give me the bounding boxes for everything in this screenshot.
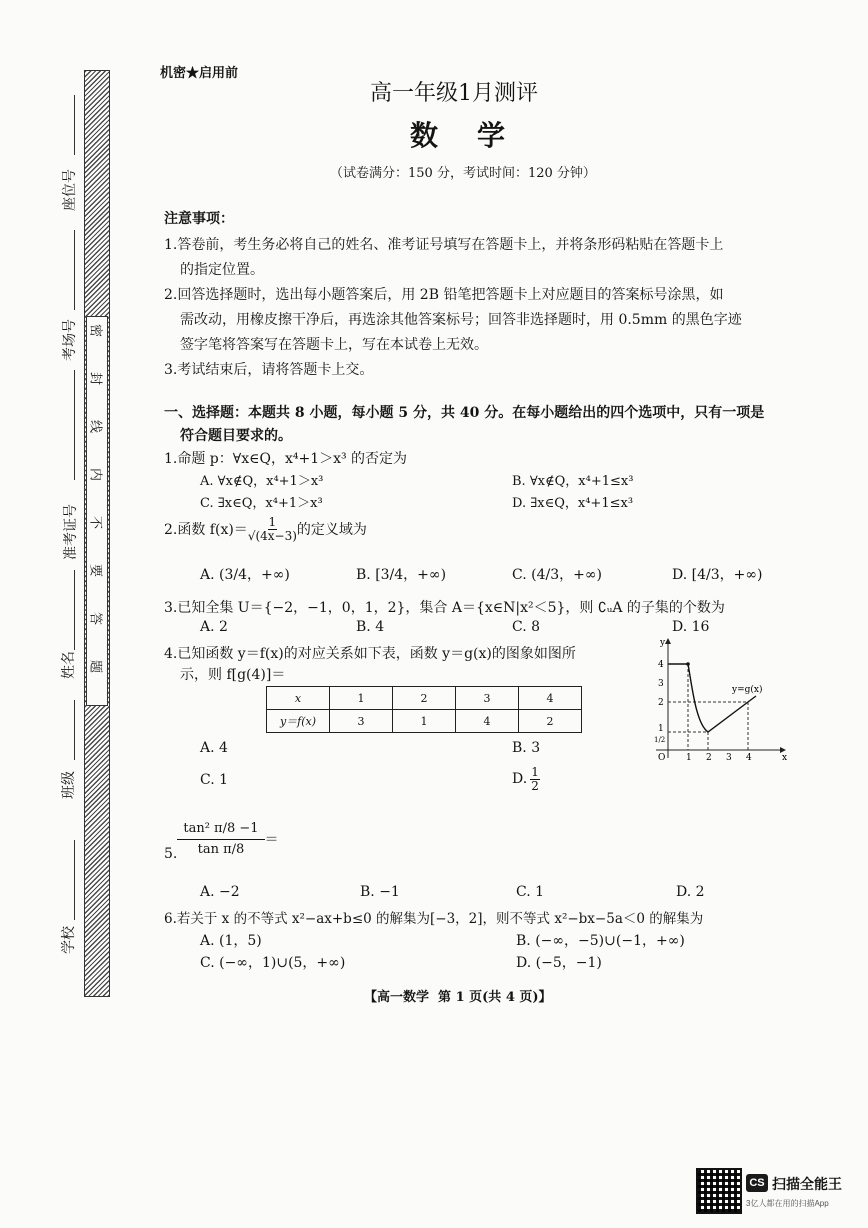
q3-option-c: C. 8 bbox=[512, 619, 541, 635]
notice-heading: 注意事项： bbox=[164, 211, 234, 227]
table-cell: 1 bbox=[393, 710, 456, 733]
seal-char: 内 bbox=[87, 467, 103, 481]
seal-line-box bbox=[86, 316, 108, 706]
subject-title: 数 学 bbox=[410, 119, 505, 152]
y-tick: 4 bbox=[658, 660, 664, 670]
q2-suffix: 的定义域为 bbox=[296, 522, 367, 539]
q1-option-d: D. ∃x∈Q，x⁴+1≤x³ bbox=[512, 496, 634, 511]
q4-graph bbox=[638, 636, 788, 762]
q2-fraction bbox=[248, 516, 297, 542]
exam-room-line bbox=[74, 230, 75, 310]
seal-char: 密 bbox=[87, 323, 103, 337]
watermark-tagline: 3亿人都在用的扫描App bbox=[746, 1199, 829, 1208]
q2-prefix: 2.函数 f(x)＝ bbox=[164, 522, 248, 539]
class-line bbox=[74, 700, 75, 760]
q5-stem bbox=[164, 816, 279, 862]
name-line bbox=[74, 570, 75, 650]
q6-option-c: C. (−∞，1)∪(5，+∞) bbox=[200, 955, 346, 971]
section1-line2: 符合题目要求的。 bbox=[180, 428, 292, 444]
q2-numerator: 1 bbox=[268, 515, 277, 529]
q4-option-d-den: 2 bbox=[531, 778, 539, 793]
q2-option-d: D. [4/3，+∞) bbox=[672, 567, 763, 583]
cs-logo-icon: CS bbox=[746, 1174, 768, 1192]
table-cell: 4 bbox=[456, 710, 519, 733]
seal-char: 不 bbox=[87, 515, 103, 529]
table-cell: 4 bbox=[519, 687, 582, 710]
q4-option-d-num: 1 bbox=[531, 765, 539, 779]
q6-stem: 6.若关于 x 的不等式 x²−ax+b≤0 的解集为[−3，2]，则不等式 x²−bx−5a＜0 的解集为 bbox=[164, 911, 704, 927]
seal-char: 要 bbox=[87, 563, 103, 577]
page-footer: 【高一数学 第 1 页(共 4 页)】 bbox=[364, 990, 552, 1005]
q4-option-d-prefix: D. bbox=[512, 771, 528, 788]
exam-title: 高一年级1月测评 bbox=[370, 81, 538, 106]
q4-option-a: A. 4 bbox=[200, 740, 228, 756]
table-cell: 2 bbox=[519, 710, 582, 733]
exam-room-label: 考场号 bbox=[62, 319, 78, 361]
q3-option-b: B. 4 bbox=[356, 619, 385, 635]
curve-point bbox=[686, 662, 690, 666]
score-time: （试卷满分：150 分，考试时间：120 分钟） bbox=[330, 166, 596, 181]
x-tick: 2 bbox=[706, 753, 712, 762]
seat-line bbox=[74, 95, 75, 155]
table-cell: 3 bbox=[330, 710, 393, 733]
q4-stem-line1: 4.已知函数 y＝f(x)的对应关系如下表，函数 y＝g(x)的图象如图所 bbox=[164, 646, 576, 662]
section1-line1: 一、选择题：本题共 8 小题，每小题 5 分，共 40 分。在每小题给出的四个选项中，只有一项是 bbox=[164, 405, 765, 421]
q4-option-d-fraction bbox=[530, 766, 540, 792]
notice-line: 的指定位置。 bbox=[180, 262, 264, 278]
y-tick: 1 bbox=[658, 724, 664, 734]
q4-option-c: C. 1 bbox=[200, 772, 229, 788]
notice-line: 签字笔将答案写在答题卡上，写在本试卷上无效。 bbox=[180, 337, 488, 353]
watermark-brand: 扫描全能王 bbox=[772, 1176, 842, 1192]
x-tick: 4 bbox=[746, 753, 752, 762]
q5-option-a: A. −2 bbox=[200, 884, 240, 900]
seal-char: 题 bbox=[87, 659, 103, 673]
confidential-label: 机密★启用前 bbox=[160, 66, 239, 81]
q4-function-table bbox=[266, 686, 582, 733]
ticket-label: 准考证号 bbox=[63, 504, 79, 560]
q5-option-c: C. 1 bbox=[516, 884, 545, 900]
school-label: 学校 bbox=[61, 926, 77, 954]
q5-label: 5. bbox=[164, 846, 178, 862]
q2-stem bbox=[164, 516, 367, 542]
q6-option-a: A. (1，5) bbox=[200, 933, 262, 949]
q1-stem: 1.命题 p：∀x∈Q，x⁴+1＞x³ 的否定为 bbox=[164, 451, 408, 467]
notice-line: 3.考试结束后，请将答题卡上交。 bbox=[164, 362, 374, 378]
q2-option-b: B. [3/4，+∞) bbox=[356, 567, 447, 583]
table-row bbox=[267, 687, 582, 710]
curve-label: y=g(x) bbox=[732, 685, 763, 695]
q4-stem-line2: 示，则 f[g(4)]＝ bbox=[180, 667, 286, 683]
class-label: 班级 bbox=[61, 771, 77, 799]
table-cell: y＝f(x) bbox=[267, 710, 330, 733]
notice-line: 1.答卷前，考生务必将自己的姓名、准考证号填写在答题卡上，并将条形码粘贴在答题卡上 bbox=[164, 237, 724, 253]
q5-option-d: D. 2 bbox=[676, 884, 705, 900]
x-tick: 3 bbox=[726, 753, 732, 762]
table-cell: 3 bbox=[456, 687, 519, 710]
q5-equals: ＝ bbox=[264, 832, 279, 848]
q6-option-b: B. (−∞，−5)∪(−1，+∞) bbox=[516, 933, 685, 949]
q2-denominator: √(4x−3) bbox=[247, 528, 297, 543]
notice-line: 2.回答选择题时，选出每小题答案后，用 2B 铅笔把答题卡上对应题目的答案标号涂黑，如 bbox=[164, 287, 724, 303]
seal-char: 答 bbox=[87, 611, 103, 625]
q1-option-b: B. ∀x∉Q，x⁴+1≤x³ bbox=[512, 474, 634, 489]
school-line bbox=[74, 840, 75, 920]
q5-option-b: B. −1 bbox=[360, 884, 400, 900]
q2-option-c: C. (4/3，+∞) bbox=[512, 567, 602, 583]
table-row bbox=[267, 710, 582, 733]
ticket-line bbox=[74, 370, 75, 480]
x-tick: 1 bbox=[686, 753, 692, 762]
q5-denominator: tan π/8 bbox=[197, 841, 245, 857]
q4-option-d bbox=[512, 766, 540, 792]
q1-option-c: C. ∃x∈Q，x⁴+1＞x³ bbox=[200, 496, 323, 511]
seal-char: 封 bbox=[87, 371, 103, 385]
table-cell: x bbox=[267, 687, 330, 710]
y-tick: 2 bbox=[658, 698, 664, 708]
q5-fraction bbox=[177, 822, 264, 856]
x-axis-label: x bbox=[782, 753, 788, 762]
q5-numerator: tan² π/8 −1 bbox=[177, 822, 264, 840]
q1-option-a: A. ∀x∉Q，x⁴+1＞x³ bbox=[200, 474, 324, 489]
table-cell: 2 bbox=[393, 687, 456, 710]
q3-option-a: A. 2 bbox=[200, 619, 228, 635]
seat-label: 座位号 bbox=[62, 169, 78, 211]
q3-stem: 3.已知全集 U＝{−2，−1，0，1，2}，集合 A＝{x∈N|x²＜5}，则 ∁ᵤA 的子集的个数为 bbox=[164, 600, 725, 616]
q2-option-a: A. (3/4，+∞) bbox=[200, 567, 290, 583]
y-axis-arrow bbox=[665, 638, 671, 644]
q3-option-d: D. 16 bbox=[672, 619, 710, 635]
curve-g bbox=[668, 664, 756, 732]
qr-code-icon bbox=[696, 1168, 742, 1214]
name-label: 姓名 bbox=[61, 651, 77, 679]
origin-label: O bbox=[658, 753, 666, 762]
y-axis-label: y bbox=[660, 638, 666, 648]
table-cell: 1 bbox=[330, 687, 393, 710]
notice-line: 需改动，用橡皮擦干净后，再选涂其他答案标号；回答非选择题时，用 0.5mm 的黑色字迹 bbox=[180, 312, 742, 328]
y-tick: 3 bbox=[658, 679, 664, 689]
seal-char: 线 bbox=[87, 419, 103, 433]
q4-option-b: B. 3 bbox=[512, 740, 541, 756]
y-tick: 1/2 bbox=[654, 736, 666, 744]
q6-option-d: D. (−5，−1) bbox=[516, 955, 602, 971]
